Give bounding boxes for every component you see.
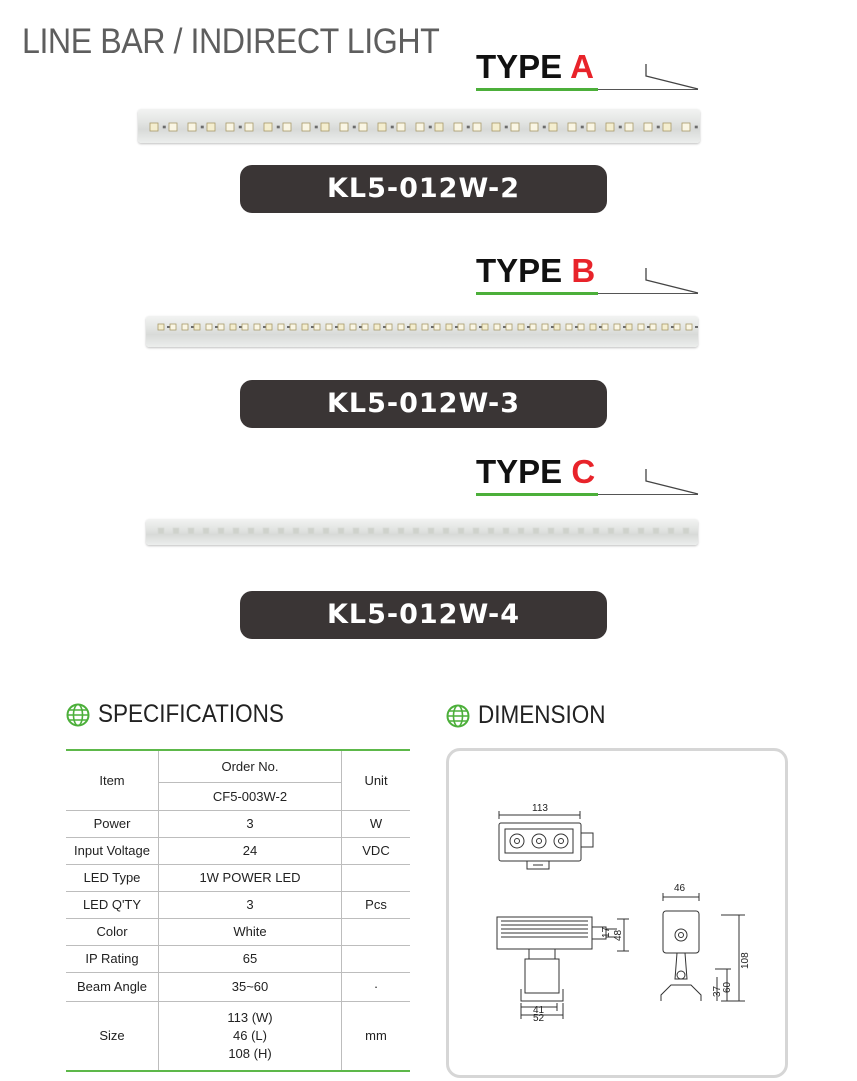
led-chip [340,123,348,131]
type-c-letter: C [571,453,596,490]
resistor-chip [429,126,432,129]
led-chip [663,123,671,131]
led-chip [446,324,452,330]
spec-item: LED Q'TY [66,891,159,918]
resistor-chip [581,126,584,129]
spec-item: Size [66,1001,159,1071]
resistor-chip [311,326,314,328]
led-chip [158,528,164,534]
led-chip [169,123,177,131]
led-chip [511,123,519,131]
spec-value [159,1001,342,1071]
led-chip [653,528,659,534]
led-chip [686,324,692,330]
led-chip [602,324,608,330]
led-chip [644,123,652,131]
resistor-chip [353,126,356,129]
resistor-chip [391,126,394,129]
model-name-type-c: KL5-012W-4 [240,591,607,639]
led-chip [518,324,524,330]
led-chip [454,123,462,131]
resistor-chip [695,326,698,328]
type-c-header [476,453,700,497]
spec-item: Beam Angle [66,972,159,1001]
led-chip [410,324,416,330]
led-chip [614,324,620,330]
led-chip [158,324,164,330]
led-chip [350,324,356,330]
table-row [66,918,410,945]
led-chip [638,528,644,534]
table-row [66,1001,410,1071]
led-chip [353,528,359,534]
led-chip [434,324,440,330]
type-a-underline [476,88,598,91]
led-chip [323,528,329,534]
led-bar-type-b [146,316,698,347]
table-row [66,810,410,837]
spec-item: Input Voltage [66,837,159,864]
table-row [66,972,410,1001]
led-chip [218,324,224,330]
dim-label-17: 17 [601,926,612,938]
resistor-chip [543,126,546,129]
spec-value: 1W POWER LED [159,864,342,891]
spec-unit [342,864,411,891]
led-chip [263,528,269,534]
order-no-value: CF5-003W-2 [159,782,342,810]
type-a-prefix: TYPE [476,48,563,85]
led-chip [293,528,299,534]
led-chip [254,324,260,330]
led-chip [290,324,296,330]
led-chip [578,324,584,330]
spec-value: 3 [159,810,342,837]
led-chip [668,528,674,534]
resistor-chip [239,126,242,129]
led-chip [302,324,308,330]
led-chip [422,324,428,330]
led-chip [458,528,464,534]
table-row [66,945,410,972]
led-chip [182,324,188,330]
led-chip [554,324,560,330]
led-chip [326,324,332,330]
spec-unit [342,918,411,945]
size-height: 108 (H) [228,1045,272,1061]
led-chip [674,324,680,330]
led-chip [608,528,614,534]
spec-value: 3 [159,891,342,918]
led-chip [606,123,614,131]
dimension-heading [446,701,620,730]
type-b-header [476,252,700,296]
led-chip [207,123,215,131]
led-chip [278,528,284,534]
globe-icon [66,703,90,727]
spec-value: 35~60 [159,972,342,1001]
dim-label-41: 41 [533,1005,545,1016]
led-chip [563,528,569,534]
spec-item: Power [66,810,159,837]
item-header: Item [66,750,159,810]
page-title: LINE BAR / INDIRECT LIGHT [22,22,440,61]
dim-label-37: 37 [712,985,723,997]
resistor-chip [575,326,578,328]
resistor-chip [505,126,508,129]
resistor-chip [431,326,434,328]
resistor-chip [551,326,554,328]
led-chip [150,123,158,131]
dimension-heading-text: DIMENSION [478,701,606,729]
model-name-type-b: KL5-012W-3 [240,380,607,428]
led-chip [530,324,536,330]
ramp-icon [644,467,700,495]
type-b-letter: B [571,252,596,289]
spec-value: 24 [159,837,342,864]
order-no-header: Order No. [159,750,342,782]
led-chip [398,324,404,330]
led-chip [458,324,464,330]
spec-unit: W [342,810,411,837]
led-chip [278,324,284,330]
ramp-icon [644,266,700,294]
led-chip [473,528,479,534]
resistor-chip [695,126,698,129]
led-chip [308,528,314,534]
led-chip [638,324,644,330]
resistor-chip [287,326,290,328]
table-row [66,837,410,864]
led-chip [662,324,668,330]
led-chip [623,528,629,534]
specifications-heading [66,700,305,729]
led-chip [368,528,374,534]
type-b-prefix: TYPE [476,252,563,289]
resistor-chip [263,326,266,328]
led-chip [359,123,367,131]
led-chip [503,528,509,534]
led-chip [321,123,329,131]
resistor-chip [647,326,650,328]
specifications-heading-text: SPECIFICATIONS [98,700,284,728]
globe-icon [446,704,470,728]
led-chip [233,528,239,534]
led-chip [578,528,584,534]
led-chip [428,528,434,534]
led-chip [245,123,253,131]
type-c-underline [476,493,598,496]
dim-label-52: 52 [533,1013,545,1024]
spec-item: IP Rating [66,945,159,972]
resistor-chip [215,326,218,328]
led-chip [386,324,392,330]
type-c-prefix: TYPE [476,453,563,490]
led-chip [494,324,500,330]
type-a-header [476,48,700,92]
led-chip [397,123,405,131]
led-chip [230,324,236,330]
led-chip [242,324,248,330]
spec-value: White [159,918,342,945]
resistor-chip [619,126,622,129]
resistor-chip [671,326,674,328]
resistor-chip [335,326,338,328]
led-chip [473,123,481,131]
led-chip [683,528,689,534]
dimension-drawing [449,751,785,1075]
resistor-chip [201,126,204,129]
resistor-chip [623,326,626,328]
spec-unit [342,945,411,972]
resistor-chip [383,326,386,328]
led-chip [314,324,320,330]
size-length: 46 (L) [233,1027,267,1043]
led-chip [482,324,488,330]
led-chip [542,324,548,330]
led-chip [549,123,557,131]
led-chip [194,324,200,330]
resistor-chip [277,126,280,129]
resistor-chip [657,126,660,129]
ramp-icon [644,62,700,90]
resistor-chip [503,326,506,328]
dim-label-46: 46 [674,883,686,894]
led-chip [533,528,539,534]
led-chip [362,324,368,330]
led-chip [530,123,538,131]
resistor-chip [167,326,170,328]
type-a-letter: A [570,48,594,85]
led-chip [435,123,443,131]
dim-label-113: 113 [532,803,548,814]
led-chip [568,123,576,131]
led-chip [218,528,224,534]
resistor-chip [163,126,166,129]
dim-label-60: 60 [722,981,733,993]
resistor-chip [315,126,318,129]
led-chip [518,528,524,534]
spec-unit: · [342,972,411,1001]
spec-value: 65 [159,945,342,972]
led-chip [203,528,209,534]
unit-header: Unit [342,750,411,810]
led-chip [416,123,424,131]
model-name-type-a: KL5-012W-2 [240,165,607,213]
spec-unit: mm [342,1001,411,1071]
led-chip [506,324,512,330]
led-chip [173,528,179,534]
size-width: 113 (W) [227,1009,273,1025]
led-chip [470,324,476,330]
led-bar-type-c [146,519,698,545]
resistor-chip [599,326,602,328]
led-chip [206,324,212,330]
resistor-chip [455,326,458,328]
led-bar-type-a [138,109,700,143]
led-chip [248,528,254,534]
led-chip [593,528,599,534]
dim-label-108: 108 [740,952,751,969]
dimension-drawing-box [446,748,788,1078]
led-chip [378,123,386,131]
led-chip [374,324,380,330]
specifications-table [66,749,410,1072]
spec-unit: VDC [342,837,411,864]
led-chip [383,528,389,534]
led-chip [590,324,596,330]
led-chip [443,528,449,534]
spec-item: LED Type [66,864,159,891]
led-chip [170,324,176,330]
led-chip [188,528,194,534]
led-chip [566,324,572,330]
led-chip [626,324,632,330]
led-chip [413,528,419,534]
resistor-chip [479,326,482,328]
led-chip [264,123,272,131]
led-chip [398,528,404,534]
led-chip [283,123,291,131]
led-chip [682,123,690,131]
dim-label-48: 48 [613,929,624,941]
spec-item: Color [66,918,159,945]
type-b-underline [476,292,598,295]
led-chip [488,528,494,534]
led-chip [548,528,554,534]
resistor-chip [407,326,410,328]
led-chip [266,324,272,330]
led-chip [302,123,310,131]
resistor-chip [191,326,194,328]
led-chip [338,324,344,330]
led-chip [587,123,595,131]
spec-unit: Pcs [342,891,411,918]
resistor-chip [359,326,362,328]
table-row [66,891,410,918]
resistor-chip [239,326,242,328]
led-chip [625,123,633,131]
led-chip [650,324,656,330]
led-chip [188,123,196,131]
led-chip [492,123,500,131]
led-chip [338,528,344,534]
resistor-chip [527,326,530,328]
table-row [66,864,410,891]
resistor-chip [467,126,470,129]
led-chip [226,123,234,131]
